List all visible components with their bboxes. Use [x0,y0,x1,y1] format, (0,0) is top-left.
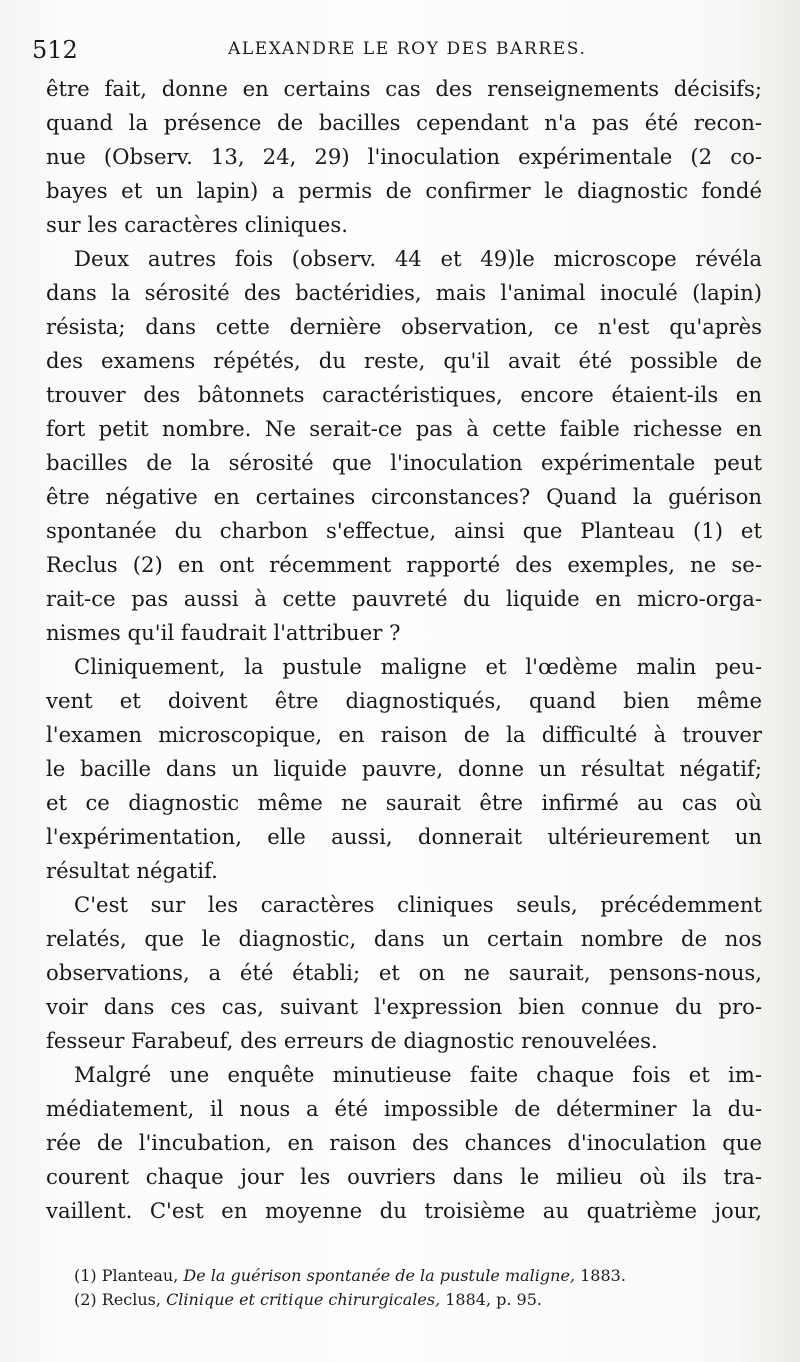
footnote-marker: (2) [74,1290,97,1309]
text-line: dans la sérosité des bactéridies, mais l'animal inoculé (lapin) [46,280,762,305]
footnote-author: Planteau, [101,1266,179,1285]
text-line: Deux autres fois (observ. 44 et 49)le microscope révéla [74,246,762,271]
text-line: trouver des bâtonnets caractéristiques, encore étaient-ils en [46,382,762,407]
page-number: 512 [32,36,78,64]
footnotes [74,1264,754,1312]
text-line: sur les caractères cliniques. [46,212,348,237]
text-line: voir dans ces cas, suivant l'expression bien connue du pro- [46,994,762,1019]
text-line: fesseur Farabeuf, des erreurs de diagnostic renouvelées. [46,1028,658,1053]
text-line: être négative en certaines circonstances? Quand la guérison [46,484,762,509]
text-line: observations, a été établi; et on ne saurait, pensons-nous, [46,960,762,985]
text-line: Cliniquement, la pustule maligne et l'œdème malin peu- [74,654,762,679]
text-line: Reclus (2) en ont récemment rapporté des exemples, ne se- [46,552,762,577]
text-line: quand la présence de bacilles cependant n'a pas été recon- [46,110,762,135]
text-line: le bacille dans un liquide pauvre, donne un résultat négatif; [46,756,762,781]
text-line: C'est sur les caractères cliniques seuls, précédemment [74,892,762,917]
footnote [74,1264,754,1288]
text-line: médiatement, il nous a été impossible de déterminer la du- [46,1096,762,1121]
text-line: l'expérimentation, elle aussi, donnerait ultérieurement un [46,824,762,849]
text-line: courent chaque jour les ouvriers dans le milieu où ils tra- [46,1164,762,1189]
footnote-title: De la guérison spontanée de la pustule maligne, [183,1266,575,1285]
footnote-marker: (1) [74,1266,97,1285]
text-line: vent et doivent être diagnostiqués, quand bien même [46,688,762,713]
footnote-author: Reclus, [101,1290,161,1309]
text-line: vaillent. C'est en moyenne du troisième au quatrième jour, [46,1198,762,1223]
text-line: rée de l'incubation, en raison des chances d'inoculation que [46,1130,762,1155]
text-line: des examens répétés, du reste, qu'il avait été possible de [46,348,762,373]
text-line: résista; dans cette dernière observation, ce n'est qu'après [46,314,762,339]
body-text [46,72,762,1228]
text-line: Malgré une enquête minutieuse faite chaque fois et im- [74,1062,762,1087]
text-line: et ce diagnostic même ne saurait être infirmé au cas où [46,790,762,815]
running-head [28,30,748,64]
footnote-title: Clinique et critique chirurgicales, [166,1290,441,1309]
text-line: nismes qu'il faudrait l'attribuer ? [46,620,401,645]
text-line: être fait, donne en certains cas des renseignements décisifs; [46,76,762,101]
text-line: nue (Observ. 13, 24, 29) l'inoculation expérimentale (2 co- [46,144,762,169]
footnote-rest: 1884, p. 95. [445,1290,542,1309]
text-line: bayes et un lapin) a permis de confirmer le diagnostic fondé [46,178,762,203]
text-line: rait-ce pas aussi à cette pauvreté du liquide en micro-orga- [46,586,762,611]
footnote-rest: 1883. [580,1266,626,1285]
text-line: spontanée du charbon s'effectue, ainsi que Planteau (1) et [46,518,762,543]
footnote [74,1288,754,1312]
text-line: résultat négatif. [46,858,218,883]
text-line: bacilles de la sérosité que l'inoculation expérimentale peut [46,450,762,475]
running-title: ALEXANDRE LE ROY DES BARRES. [228,39,587,59]
text-line: l'examen microscopique, en raison de la difficulté à trouver [46,722,762,747]
text-line: relatés, que le diagnostic, dans un certain nombre de nos [46,926,762,951]
text-line: fort petit nombre. Ne serait-ce pas à cette faible richesse en [46,416,762,441]
